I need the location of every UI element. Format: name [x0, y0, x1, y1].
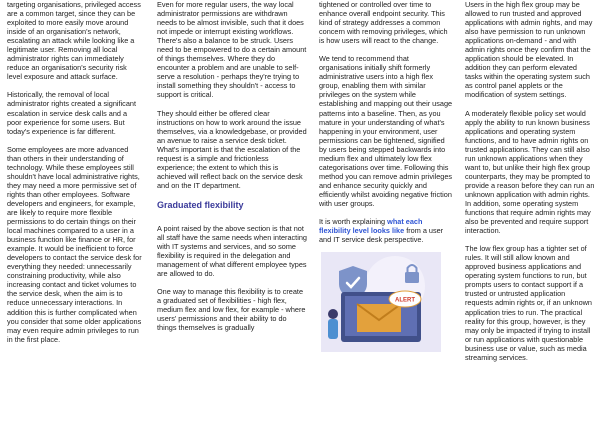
paragraph: They should either be offered clear instructions on how to work around the issue themselves, via a knowledgebase, or provided an avenue to raise a service desk ticket. What's important is that the escalation of the request is a simple and frictionless experience; the extent to which this is achieved will reflect back on the service desk and on the IT department. — [157, 108, 307, 190]
paragraph: The low flex group has a tighter set of rules. It will still allow known and approved business applications and operating system functions to run, but prompts users to contact support if a trusted or untrusted application requests admin rights or, if an unknown application tries to run. The practical reality for this group, however, is they may only be impacted if trying to install or run applications with questionable business use or value, such as media streaming services. — [465, 244, 592, 362]
paragraph-text: from a user and IT service desk perspective. — [319, 226, 444, 245]
paragraph: One way to manage this flexibility is to create a graduated set of flexibilities - high flex, medium flex and low flex, for example - where users' permissions and their ability to do things themselves is gradually — [157, 287, 306, 333]
flexibility-levels-link[interactable]: what each flexibility level looks like — [319, 217, 423, 236]
person-icon — [328, 309, 338, 339]
paragraph: We tend to recommend that organisations initially shift formerly administrative users into a high flex group, enabling them with similar privileges on the system while establishing and mapping out their usage patterns into a baseline. Then, as you mature in your understanding of what's happening in your environment, user permissions can be tightened, signified by users being stepped backwards into medium flex and ultimately low flex categorisations over time. Following this method you can remove admin privileges and enhance security quickly and efficiently whilst avoiding negative friction with user groups. — [319, 54, 453, 208]
paragraph: targeting organisations, privileged access are a common target, since they can be exploited to more easily move around inside of an organisation's network, escalating an attack while looking like a legitimate user. Removing all local administrator rights can immediately reduce an organisation's security risk level exposure and attack surface. — [7, 0, 141, 82]
paragraph — [319, 217, 454, 244]
text-column-4 — [465, 0, 595, 362]
security-alert-illustration — [321, 252, 441, 352]
paragraph-text: It is worth explaining — [319, 217, 388, 227]
paragraph: tightened or controlled over time to enhance overall endpoint security. This kind of strategy addresses a common concern with removing privileges, which is how users will react to the change. — [319, 0, 448, 46]
section-heading: Graduated flexibility — [157, 199, 244, 210]
paragraph: A point raised by the above section is that not all staff have the same needs when interacting with IT systems and services, and so some flexibility is required in the delegation and management of what different employee types are allowed to do. — [157, 223, 307, 279]
paragraph: Even for more regular users, the way local administrator permissions are withdrawn needs to be almost invisible, such that it does not impede or interrupt existing workflows. There's also a balance to be struck. Users need to be empowered to do a certain amount of things themselves. Where they do encounter a problem and are unable to self-serve a resolution - perhaps they're trying to install something they shouldn't - access to support is critical. — [157, 0, 307, 100]
text-column-3 — [319, 0, 454, 354]
paragraph: Users in the high flex group may be allowed to run trusted and approved applications with admin rights, and may also have permission to run unknown applications on-demand - and with admin rights once they confirm that the application should be elevated. In addition they can perform elevated tasks within the operating system such as control panel applets or the modification of system settings. — [465, 0, 593, 100]
paragraph: A moderately flexible policy set would apply the ability to run known business applications and operating system functions, and to have admin rights on trusted applications. They can still also run unknown applications when they want to, but unlike their high flex group counterparts, they may be prompted to provide a reason before they can run an unknown application with admin rights. In addition, some operating system functions that require admin rights may also be prevented and require support interaction. — [465, 108, 595, 236]
paragraph: Historically, the removal of local administrator rights created a significant escalation in service desk calls and a poor experience for some users. But today's experience is far different. — [7, 90, 136, 136]
paragraph: Some employees are more advanced than others in their understanding of technology. While these employees still shouldn't have local administrative rights, they may need a more permissive set of rights than other employees. Software developers and engineers, for example, are likely to require more flexible permissions to do certain things on their local machines compared to a user in a business function like finance or HR, for example. It would be inefficient to force developers to contact the service desk for everything they needed: unnecessarily constraining productivity, while also increasing contact and ticket volumes to the service desk, when the aim is to reduce unnecessary interactions. In addition this is further complicated when you consider that some older applications may even require admin privileges to run in the first place. — [7, 144, 142, 344]
alert-badge — [389, 291, 421, 307]
text-column-1 — [7, 0, 143, 344]
text-column-2 — [157, 0, 307, 332]
envelope-icon — [357, 304, 401, 332]
alert-badge-text: ALERT — [395, 297, 415, 304]
